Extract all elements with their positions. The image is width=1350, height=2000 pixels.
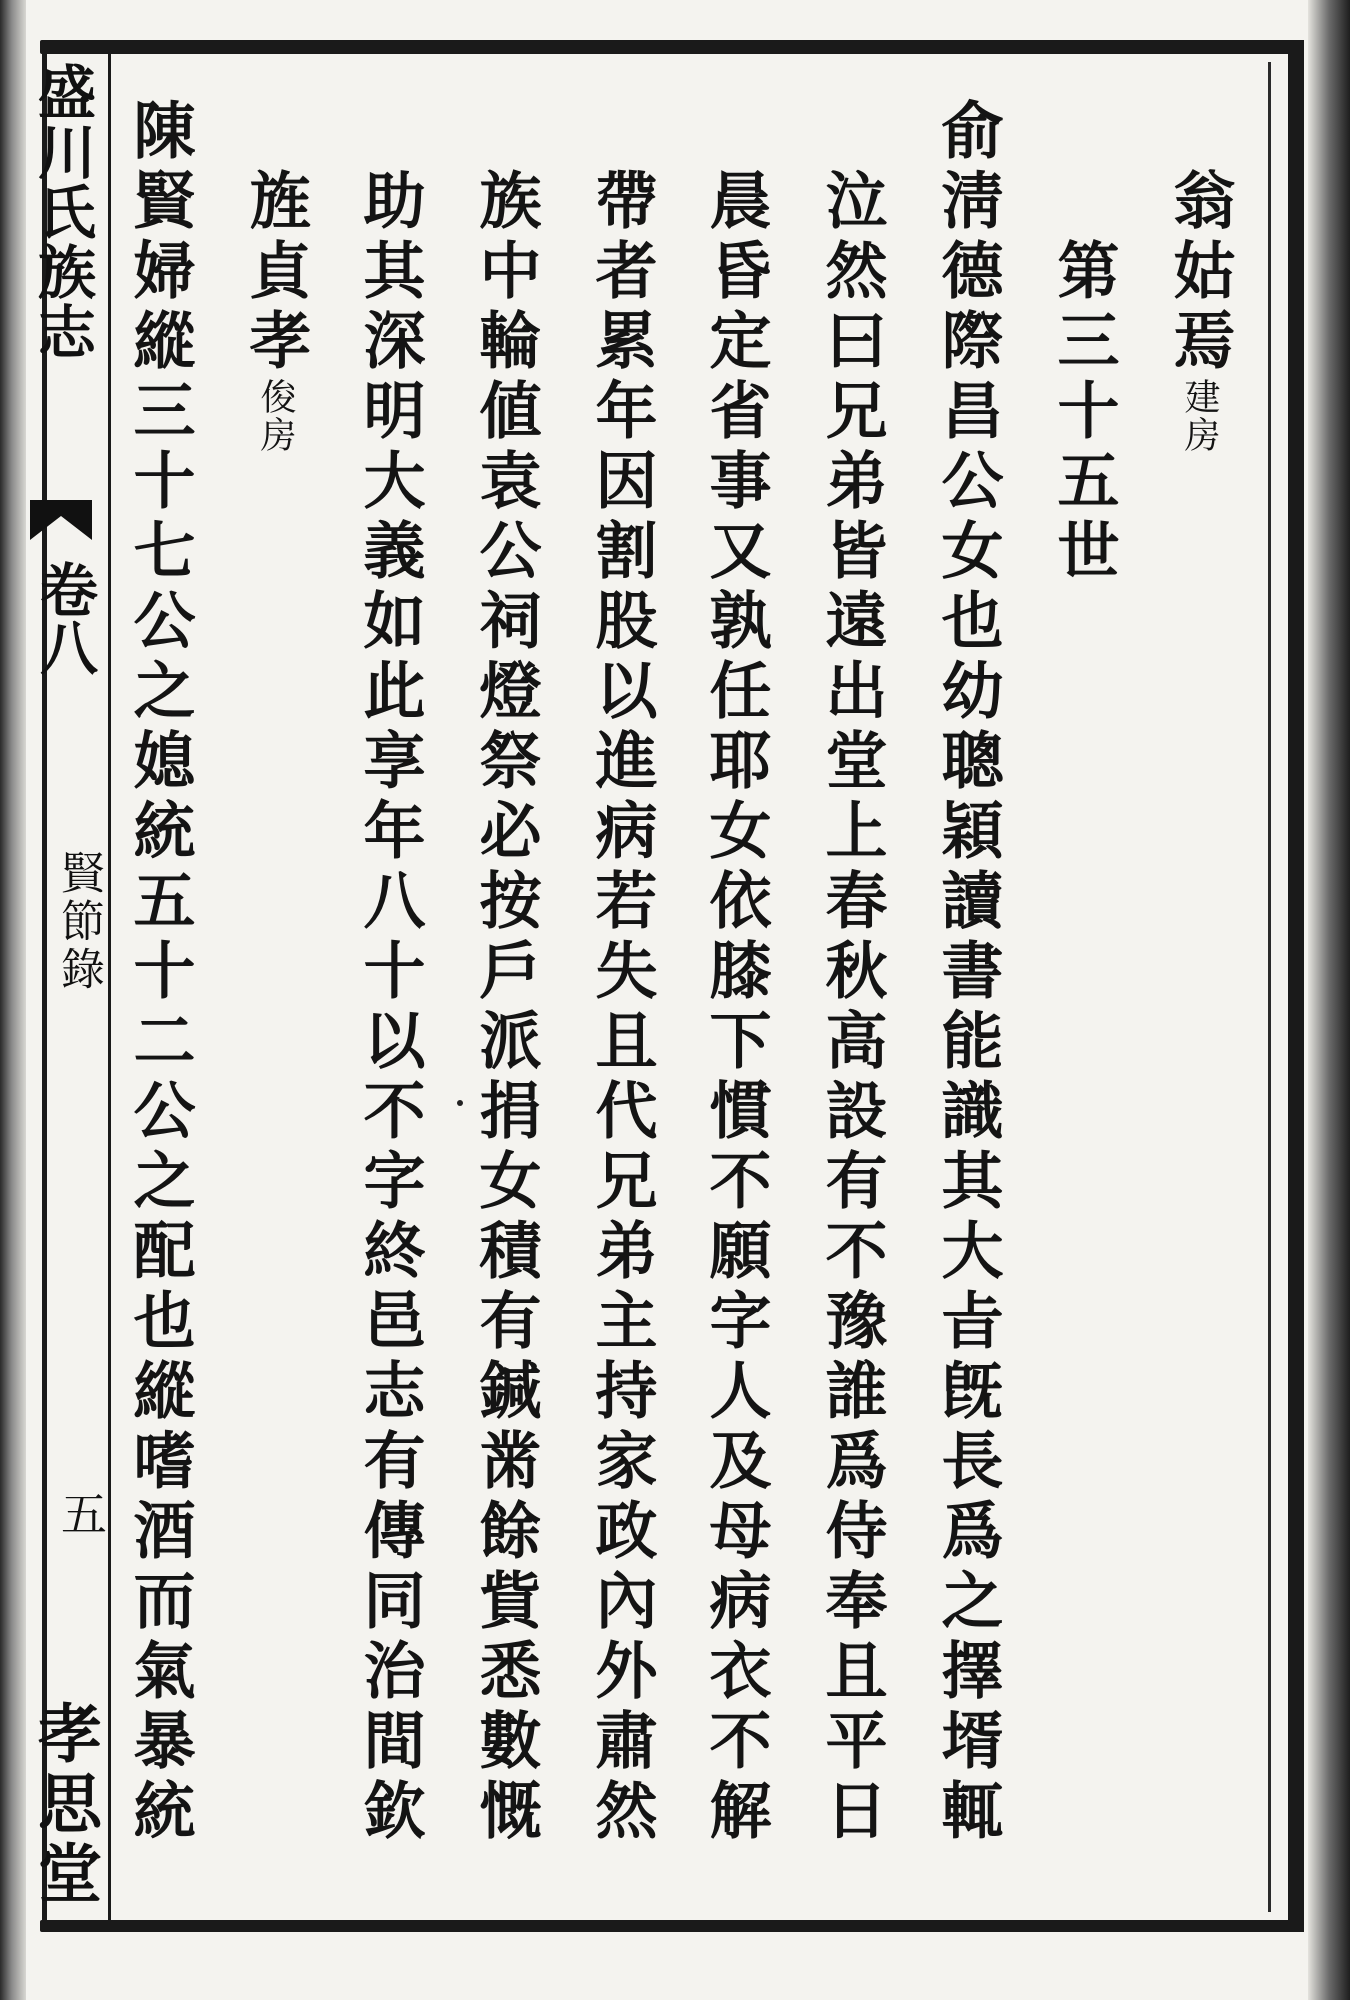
column-7-text: 族中輪値袁公祠燈祭必按戶派捐女積有鍼黹餘貲悉數慨: [469, 168, 542, 1848]
margin-page-number: 五: [54, 1490, 108, 1536]
column-6-text: 帶者累年因割股以進病若失且代兄弟主持家政內外肅然: [585, 168, 658, 1848]
margin-volume: 卷八: [30, 560, 98, 676]
fishtail-mark-icon: [30, 500, 92, 540]
column-5-text: 晨昏定省事又孰任耶女依膝下慣不願字人及母病衣不解: [699, 168, 772, 1848]
margin-book-title: 盛川氏族志: [28, 62, 96, 362]
text-column-3: [931, 98, 1004, 1848]
column-1-text: 翁姑焉: [1163, 168, 1236, 378]
text-column-5: [699, 168, 772, 1848]
column-10-text: 陳賢婦縱三十七公之媳統五十二公之配也縱嗜酒而氣暴統: [123, 98, 196, 1848]
column-8-text: 助其深明大義如此享年八十以不字終邑志有傳同治間欽: [353, 168, 426, 1848]
frame-right-border: [1288, 40, 1304, 1932]
margin-hall-name: 孝思堂: [27, 1700, 102, 1910]
column-4-text: 泣然曰兄弟皆遠出堂上春秋高設有不豫誰爲侍奉且平日: [815, 168, 888, 1848]
margin-section-title: 賢節錄: [53, 850, 104, 994]
text-column-2: [1047, 238, 1120, 588]
text-column-8: [353, 168, 426, 1848]
text-column-6: [585, 168, 658, 1848]
frame-inner-rule: [1268, 62, 1271, 1912]
scan-edge-right: [1308, 0, 1350, 2000]
ink-speck: [457, 1100, 463, 1106]
frame-top-border: [40, 40, 1302, 54]
text-column-9: [239, 168, 312, 454]
column-9-note: 俊房: [255, 378, 296, 454]
text-column-7: [469, 168, 542, 1848]
text-column-1: [1163, 168, 1236, 454]
text-column-4: [815, 168, 888, 1848]
column-9-text: 旌貞孝: [239, 168, 312, 378]
column-1-note: 建房: [1179, 378, 1220, 454]
frame-bottom-border: [40, 1920, 1302, 1932]
generation-heading: 第三十五世: [1047, 238, 1120, 588]
text-column-10: [123, 98, 196, 1848]
column-3-text: 俞淸德際昌公女也幼聰穎讀書能識其大㫖旣長爲之擇壻輒: [931, 98, 1004, 1848]
